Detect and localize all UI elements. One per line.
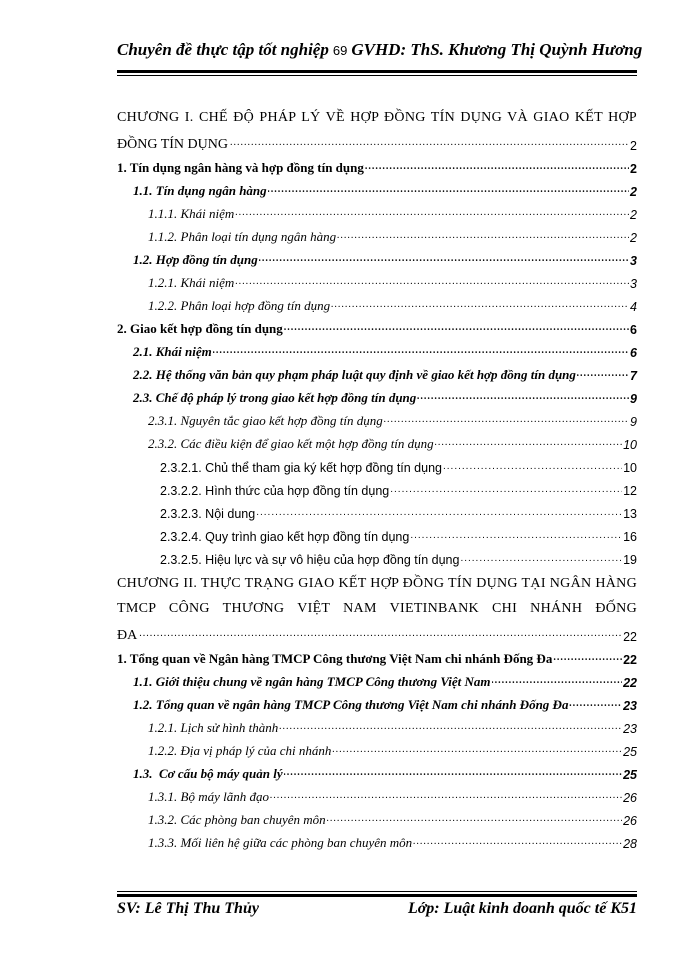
footer-rule-thin: [117, 891, 637, 892]
toc-entry[interactable]: [117, 432, 637, 452]
header-page-number: 69: [332, 43, 348, 58]
toc-entry-page: 23: [623, 722, 637, 736]
toc-entry-title: 1.2.1. Lịch sử hình thành: [148, 720, 279, 735]
toc-leader: [410, 527, 622, 541]
toc-entry-title: 2.2. Hệ thống văn bản quy phạm pháp luật quy định về giao kết hợp đồng tín dụng: [133, 367, 576, 382]
toc-entry-page: 19: [623, 553, 637, 567]
toc-entry-title: 1. Tổng quan về Ngân hàng TMCP Công thương Việt Nam chi nhánh Đống Đa: [117, 651, 553, 666]
toc-entry-title: 2. Giao kết hợp đồng tín dụng: [117, 321, 283, 336]
toc-chapter-2-heading: CHƯƠNG II. THỰC TRẠNG GIAO KẾT HỢP ĐỒNG TÍN DỤNG TẠI NGÂN HÀNG TMCP CÔNG THƯƠNG VIỆT NAM VIETINBANK CHI NHÁNH ĐỐNG: [117, 576, 637, 616]
footer-student: SV: Lê Thị Thu Thủy: [117, 900, 259, 917]
toc-leader: [460, 550, 622, 564]
toc-entry-page: 25: [623, 768, 637, 782]
toc-leader: [390, 481, 622, 495]
toc-entry[interactable]: [117, 317, 637, 337]
toc-chapter-2-page: 22: [623, 630, 637, 644]
toc-leader: [443, 458, 622, 472]
toc-entry[interactable]: [117, 340, 637, 360]
header-title: Chuyên đề thực tập tốt nghiệp: [117, 40, 329, 59]
toc-entry[interactable]: [117, 670, 637, 690]
toc-chapter-1-tail-row[interactable]: [117, 131, 637, 153]
toc-entry-page: 9: [630, 415, 637, 429]
toc-entry[interactable]: [117, 248, 637, 268]
toc-entry-page: 10: [623, 438, 637, 452]
toc-entry-title: 1.2.2. Phân loại hợp đồng tín dụng: [148, 298, 331, 313]
toc-entry[interactable]: [117, 363, 637, 383]
toc-leader: [337, 226, 629, 242]
toc-leader: [230, 134, 629, 150]
toc-leader: [569, 694, 622, 710]
toc-entry[interactable]: [117, 739, 637, 759]
toc-entry[interactable]: [117, 693, 637, 713]
page-header: [117, 40, 643, 64]
toc-entry-page: 23: [623, 699, 637, 713]
toc-entry[interactable]: [117, 179, 637, 199]
toc-entry-page: 2: [630, 185, 637, 199]
toc-entry-title: 2.3.2. Các điều kiện để giao kết một hợp đồng tín dụng: [148, 436, 434, 451]
toc-entry-title: 1.2. Tổng quan về ngân hàng TMCP Công thương Việt Nam chi nhánh Đống Đa: [133, 697, 569, 712]
toc-entry-title: 1.2.1. Khái niệm: [148, 275, 235, 290]
toc-entry-title: 2.3.2.1. Chủ thể tham gia ký kết hợp đồng tín dụng: [160, 461, 442, 475]
toc-entry[interactable]: [117, 762, 637, 782]
toc-leader: [331, 295, 629, 311]
toc-leader: [279, 717, 622, 733]
toc-entry-title: 1.1. Tín dụng ngân hàng: [133, 183, 267, 198]
toc-entry-page: 26: [623, 814, 637, 828]
toc-entry[interactable]: [117, 716, 637, 736]
toc-leader: [259, 249, 629, 265]
toc-entry[interactable]: [117, 386, 637, 406]
toc-entry-title: 2.1. Khái niệm: [133, 344, 212, 359]
toc-chapter-2-tail-row[interactable]: [117, 622, 637, 644]
toc-entry-title: 2.3.2.4. Quy trình giao kết hợp đồng tín dụng: [160, 530, 410, 544]
toc-entry-title: 1.3.2. Các phòng ban chuyên môn: [148, 812, 326, 827]
toc-chapter-1-page: 2: [630, 139, 637, 153]
page-footer: [117, 900, 637, 924]
toc-chapter-1-heading: CHƯƠNG I. CHẾ ĐỘ PHÁP LÝ VỀ HỢP ĐỒNG TÍN DỤNG VÀ GIAO KẾT HỢP: [117, 110, 637, 125]
toc-leader: [577, 364, 629, 380]
toc-leader: [284, 763, 622, 779]
toc-leader: [327, 809, 622, 825]
footer-class: Lớp: Luật kinh doanh quốc tế K51: [407, 900, 637, 917]
toc-entry[interactable]: [117, 156, 637, 176]
toc-entry[interactable]: [117, 478, 637, 498]
toc-entry[interactable]: [117, 202, 637, 222]
toc-entry-page: 13: [623, 507, 637, 521]
toc-entry-title: 2.3.2.5. Hiệu lực và sự vô hiệu của hợp đồng tín dụng: [160, 553, 460, 567]
toc-entry-title: 1.3. Cơ cấu bộ máy quản lý: [133, 766, 283, 781]
toc-entry[interactable]: [117, 808, 637, 828]
toc-entry-page: 22: [623, 676, 637, 690]
toc-entry[interactable]: [117, 271, 637, 291]
toc-entry[interactable]: [117, 785, 637, 805]
toc-leader: [417, 387, 629, 403]
header-rule-thin: [117, 75, 637, 76]
toc-entry[interactable]: [117, 409, 637, 429]
header-supervisor: GVHD: ThS. Khương Thị Quỳnh Hương: [351, 40, 643, 59]
footer-rule-thick: [117, 894, 637, 897]
toc-leader: [235, 203, 629, 219]
toc-entry-page: 22: [623, 653, 637, 667]
toc-entry-page: 3: [630, 277, 637, 291]
toc-entry-page: 25: [623, 745, 637, 759]
toc-entry[interactable]: [117, 455, 637, 475]
toc-entry-page: 6: [630, 323, 637, 337]
toc-entry-title: 2.3. Chế độ pháp lý trong giao kết hợp đồng tín dụng: [133, 390, 417, 405]
toc-entry-title: 1.1. Giới thiệu chung về ngân hàng TMCP Công thương Việt Nam: [133, 674, 491, 689]
toc-entry-page: 2: [630, 208, 637, 222]
toc-entry-title: 1.2.2. Địa vị pháp lý của chi nhánh: [148, 743, 332, 758]
toc-entry-page: 4: [630, 300, 637, 314]
toc-entry-title: 1.3.1. Bộ máy lãnh đạo: [148, 789, 269, 804]
toc-entry[interactable]: [117, 547, 637, 567]
toc-entry[interactable]: [117, 501, 637, 521]
toc-entry[interactable]: [117, 647, 637, 667]
toc-entry-page: 16: [623, 530, 637, 544]
header-left: [117, 40, 351, 60]
toc-entry-page: 7: [630, 369, 637, 383]
toc-entry-title: 1.1.1. Khái niệm: [148, 206, 235, 221]
toc-leader: [384, 410, 629, 426]
toc-entry-title: 1. Tín dụng ngân hàng và hợp đồng tín dụng: [117, 160, 364, 175]
toc-entry-page: 28: [623, 837, 637, 851]
toc-entry-page: 2: [630, 231, 637, 245]
toc-entry[interactable]: [117, 225, 637, 245]
toc-leader: [268, 180, 629, 196]
toc-leader: [413, 832, 622, 848]
toc-leader: [435, 433, 622, 449]
toc-entry-page: 26: [623, 791, 637, 805]
toc-leader: [256, 504, 622, 518]
toc-entry-page: 10: [623, 461, 637, 475]
toc-chapter-1-tail: ĐỒNG TÍN DỤNG: [117, 137, 228, 152]
toc-entry-title: 1.1.2. Phân loại tín dụng ngân hàng: [148, 229, 337, 244]
toc-entry[interactable]: [117, 294, 637, 314]
toc-entry[interactable]: [117, 831, 637, 851]
toc-entry-title: 1.2. Hợp đồng tín dụng: [133, 252, 258, 267]
toc-leader: [235, 272, 629, 288]
toc-leader: [492, 671, 623, 687]
toc-entry-page: 12: [623, 484, 637, 498]
toc-entry-page: 3: [630, 254, 637, 268]
toc-entry-title: 1.3.3. Mối liên hệ giữa các phòng ban chuyên môn: [148, 835, 413, 850]
toc-entry-title: 2.3.1. Nguyên tắc giao kết hợp đồng tín dụng: [148, 413, 383, 428]
header-rule-thick: [117, 70, 637, 73]
toc-entry-page: 6: [630, 346, 637, 360]
toc-leader: [553, 648, 622, 664]
toc-entry[interactable]: [117, 524, 637, 544]
toc-entry-page: 9: [630, 392, 637, 406]
toc-entry-page: 2: [630, 162, 637, 176]
toc-entry-title: 2.3.2.2. Hình thức của hợp đồng tín dụng: [160, 484, 390, 498]
toc-entry-title: 2.3.2.3. Nội dung: [160, 507, 256, 521]
toc-leader: [284, 318, 629, 334]
toc-leader: [213, 341, 629, 357]
toc-leader: [139, 625, 622, 641]
toc-leader: [332, 740, 622, 756]
toc-chapter-2-tail: ĐA: [117, 628, 138, 643]
toc-leader: [270, 786, 622, 802]
toc-leader: [365, 157, 629, 173]
